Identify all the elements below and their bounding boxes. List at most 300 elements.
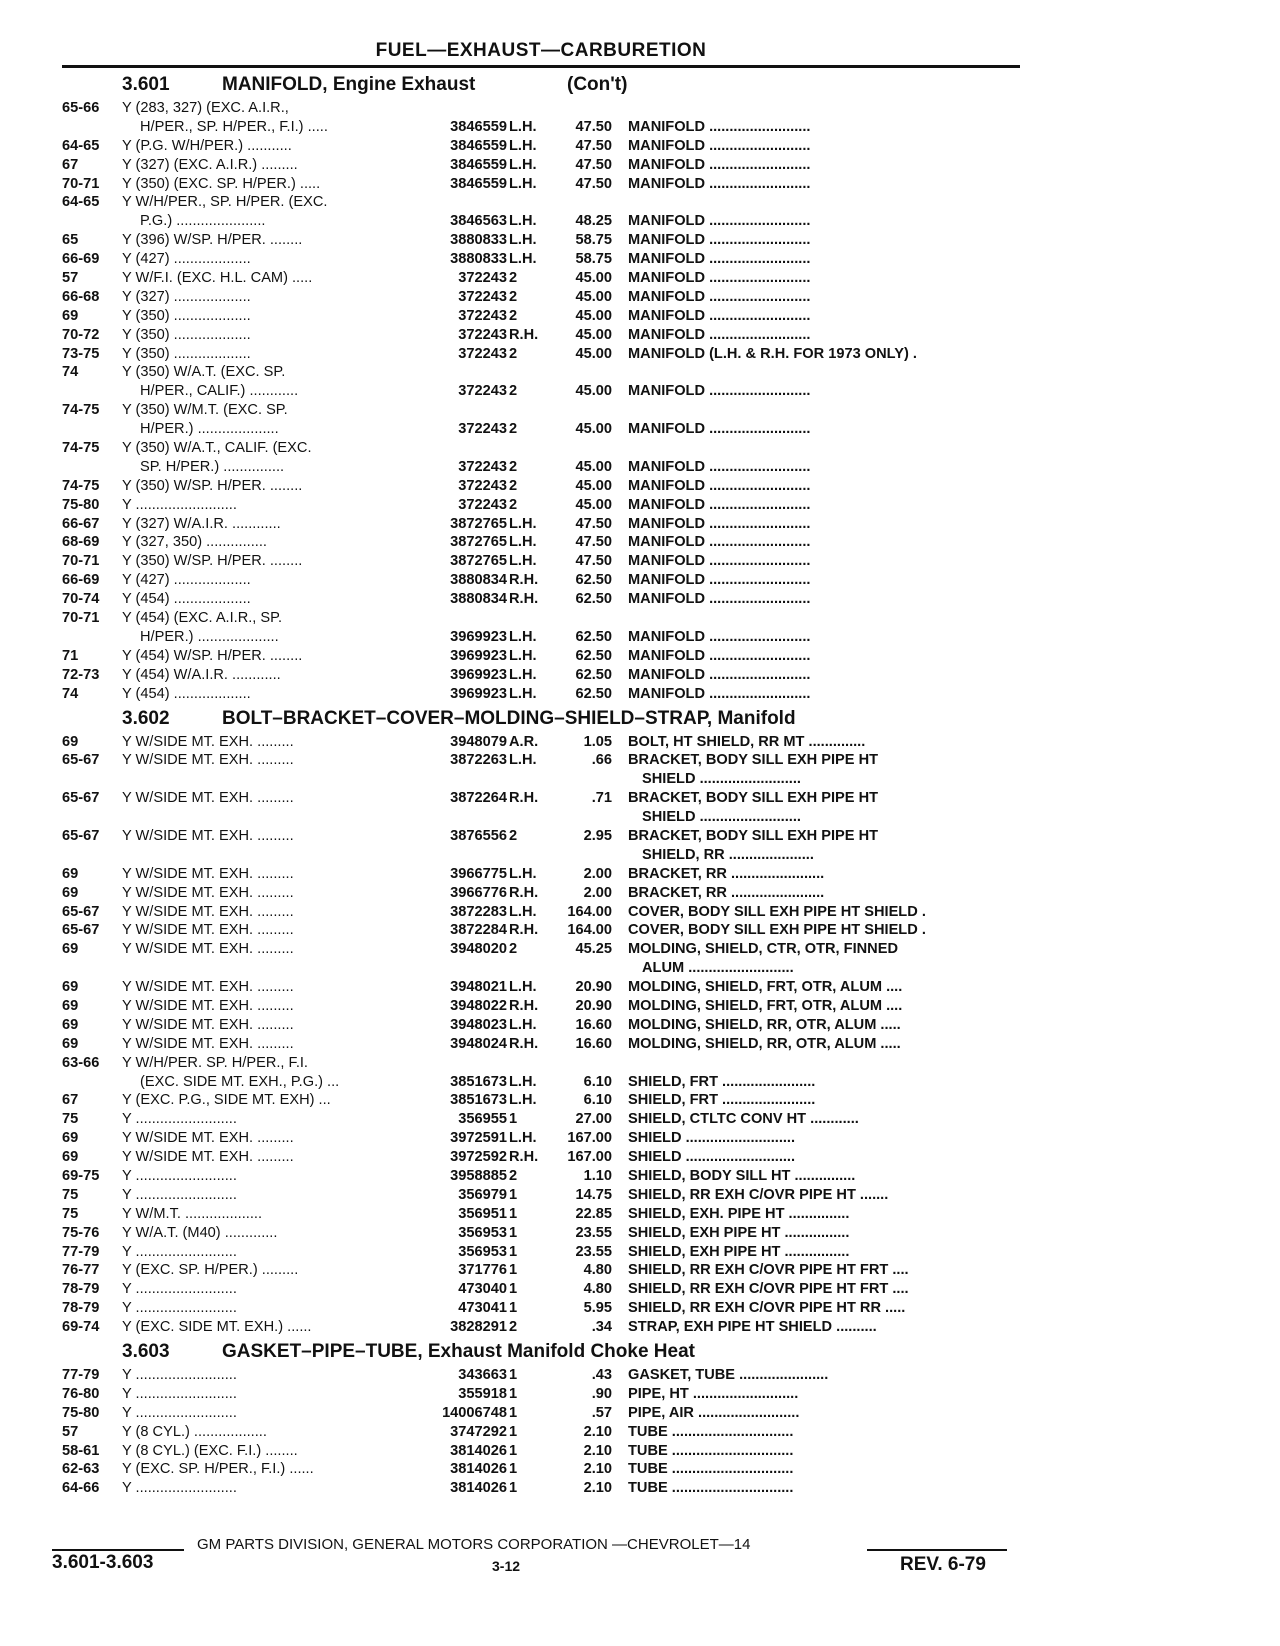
part-number-cell — [415, 1318, 535, 1337]
quantity-or-side: L.H. — [509, 903, 537, 920]
quantity-or-side: 1 — [509, 1205, 518, 1222]
model-years: 65 — [62, 232, 79, 249]
part-description: MANIFOLD ......................... — [628, 515, 811, 532]
application: Y (EXC. P.G., SIDE MT. EXH) ... — [122, 1092, 331, 1109]
part-number: 3948022 — [450, 997, 507, 1014]
part-number: 3872263 — [450, 752, 507, 769]
quantity-or-side: L.H. — [509, 685, 537, 702]
part-description: MOLDING, SHIELD, RR, OTR, ALUM ..... — [628, 1035, 901, 1052]
application: Y (454) (EXC. A.I.R., SP. — [122, 610, 283, 627]
parts-row — [62, 1054, 1020, 1073]
list-price: 5.95 — [583, 1300, 612, 1317]
part-number: 3851673 — [450, 1092, 507, 1109]
part-number-cell — [415, 1479, 535, 1498]
section-number: 3.603 — [122, 1341, 170, 1362]
parts-row — [62, 345, 1020, 364]
list-price: 58.75 — [575, 251, 612, 268]
quantity-or-side: L.H. — [509, 515, 537, 532]
application: Y (350) W/SP. H/PER. ........ — [122, 477, 303, 494]
section-title: BOLT–BRACKET–COVER–MOLDING–SHIELD–STRAP, Manifold — [222, 707, 796, 729]
page-footer — [52, 1536, 1032, 1596]
part-number: 14006748 — [442, 1404, 507, 1421]
list-price: 16.60 — [575, 1035, 612, 1052]
part-number-cell — [415, 1167, 535, 1186]
quantity-or-side: 2 — [509, 421, 518, 438]
application: Y ......................... — [122, 1186, 237, 1203]
list-price: 62.50 — [575, 685, 612, 702]
parts-row — [62, 959, 1020, 978]
model-years: 69-75 — [62, 1167, 100, 1184]
part-description: SHIELD, FRT ....................... — [628, 1092, 816, 1109]
application: Y (350) W/SP. H/PER. ........ — [122, 553, 303, 570]
part-description: MANIFOLD ......................... — [628, 591, 811, 608]
part-number: 355918 — [458, 1385, 507, 1402]
part-number-cell — [415, 552, 535, 571]
application: Y ......................... — [122, 1480, 237, 1497]
model-years: 74-75 — [62, 402, 100, 419]
model-years: 72-73 — [62, 666, 100, 683]
part-number-cell — [415, 1366, 535, 1385]
model-years: 69 — [62, 1149, 79, 1166]
part-number: 371776 — [458, 1262, 507, 1279]
model-years: 65-67 — [62, 827, 100, 844]
part-description: MANIFOLD ......................... — [628, 647, 811, 664]
list-price: 2.95 — [583, 827, 612, 844]
part-number-cell — [415, 865, 535, 884]
parts-row — [62, 363, 1020, 382]
part-number-cell — [415, 1299, 535, 1318]
footer-section-range: 3.601-3.603 — [52, 1552, 154, 1573]
part-number-cell — [415, 1186, 535, 1205]
quantity-or-side: A.R. — [509, 733, 539, 750]
parts-row — [62, 1385, 1020, 1404]
part-number: 372243 — [458, 288, 507, 305]
list-price: 16.60 — [575, 1016, 612, 1033]
parts-row — [62, 1016, 1020, 1035]
list-price: 1.10 — [583, 1167, 612, 1184]
parts-row — [62, 733, 1020, 752]
list-price: 167.00 — [567, 1130, 612, 1147]
parts-row — [62, 609, 1020, 628]
catalog-page — [62, 38, 1020, 1498]
application: Y W/F.I. (EXC. H.L. CAM) ..... — [122, 270, 313, 287]
part-number-cell — [415, 1035, 539, 1054]
part-number: 3966776 — [450, 884, 507, 901]
model-years: 78-79 — [62, 1300, 100, 1317]
application: Y ......................... — [122, 1404, 237, 1421]
parts-row — [62, 382, 1020, 401]
quantity-or-side: L.H. — [509, 118, 537, 135]
part-number-cell — [415, 1224, 535, 1243]
quantity-or-side: 1 — [509, 1480, 518, 1497]
part-description: SHIELD, EXH PIPE HT ................ — [628, 1243, 850, 1260]
footer-rule-right — [867, 1549, 1007, 1551]
part-number-cell — [415, 1423, 535, 1442]
quantity-or-side: R.H. — [509, 922, 539, 939]
part-number: 356979 — [458, 1186, 507, 1203]
list-price: 47.50 — [575, 175, 612, 192]
part-number-cell — [415, 250, 535, 269]
application: Y W/H/PER. SP. H/PER., F.I. — [122, 1054, 308, 1071]
list-price: 45.00 — [575, 307, 612, 324]
model-years: 63-66 — [62, 1054, 100, 1071]
parts-row — [62, 685, 1020, 704]
part-description: BRACKET, BODY SILL EXH PIPE HT — [628, 827, 879, 844]
application: Y (327, 350) ............... — [122, 534, 267, 551]
part-number-cell — [415, 137, 535, 156]
part-number: 3872765 — [450, 534, 507, 551]
parts-row — [62, 231, 1020, 250]
part-number-cell — [415, 307, 535, 326]
application: Y W/SIDE MT. EXH. ......... — [122, 752, 294, 769]
part-number-cell — [415, 666, 535, 685]
parts-row — [62, 997, 1020, 1016]
part-number: 372243 — [458, 307, 507, 324]
part-description: MOLDING, SHIELD, FRT, OTR, ALUM .... — [628, 979, 903, 996]
part-number: 3872283 — [450, 903, 507, 920]
quantity-or-side: R.H. — [509, 326, 539, 343]
parts-row — [62, 175, 1020, 194]
quantity-or-side: 2 — [509, 307, 518, 324]
part-number-cell — [415, 515, 535, 534]
part-description: MANIFOLD ......................... — [628, 458, 811, 475]
part-description: BOLT, HT SHIELD, RR MT .............. — [628, 733, 866, 750]
quantity-or-side: R.H. — [509, 997, 539, 1014]
part-description: SHIELD ........................... — [628, 1130, 796, 1147]
part-number: 372243 — [458, 345, 507, 362]
parts-row — [62, 1110, 1020, 1129]
quantity-or-side: 2 — [509, 270, 518, 287]
list-price: 6.10 — [583, 1092, 612, 1109]
part-number-cell — [415, 647, 535, 666]
parts-row — [62, 307, 1020, 326]
part-number-cell — [415, 477, 535, 496]
model-years: 74-75 — [62, 477, 100, 494]
part-number: 3969923 — [450, 685, 507, 702]
section-header — [62, 1337, 1020, 1366]
parts-row — [62, 477, 1020, 496]
part-number-cell — [415, 827, 535, 846]
parts-row — [62, 1186, 1020, 1205]
list-price: .34 — [591, 1319, 612, 1336]
part-number: 3948021 — [450, 979, 507, 996]
application: Y (454) W/SP. H/PER. ........ — [122, 647, 303, 664]
application: Y W/SIDE MT. EXH. ......... — [122, 903, 294, 920]
quantity-or-side: L.H. — [509, 979, 537, 996]
parts-row — [62, 978, 1020, 997]
part-description: SHIELD, EXH. PIPE HT ............... — [628, 1205, 850, 1222]
model-years: 75-80 — [62, 496, 100, 513]
part-number: 3880834 — [450, 591, 507, 608]
part-number-cell — [415, 118, 535, 137]
list-price: 164.00 — [567, 903, 612, 920]
parts-row — [62, 921, 1020, 940]
part-number-cell — [415, 1404, 535, 1423]
parts-row — [62, 751, 1020, 770]
application: Y ......................... — [122, 1385, 237, 1402]
part-number-cell — [415, 288, 535, 307]
part-description: MANIFOLD ......................... — [628, 118, 811, 135]
model-years: 69 — [62, 884, 79, 901]
quantity-or-side: R.H. — [509, 790, 539, 807]
list-price: 47.50 — [575, 118, 612, 135]
list-price: .57 — [591, 1404, 612, 1421]
list-price: 20.90 — [575, 997, 612, 1014]
application: Y ......................... — [122, 496, 237, 513]
list-price: 62.50 — [575, 572, 612, 589]
part-description: SHIELD ......................... — [642, 809, 801, 826]
part-description: MANIFOLD ......................... — [628, 251, 811, 268]
quantity-or-side: 2 — [509, 288, 518, 305]
quantity-or-side: 2 — [509, 1319, 518, 1336]
part-description: MANIFOLD (L.H. & R.H. FOR 1973 ONLY) . — [628, 345, 917, 362]
part-number: 356955 — [458, 1111, 507, 1128]
list-price: 14.75 — [575, 1186, 612, 1203]
quantity-or-side: L.H. — [509, 213, 537, 230]
quantity-or-side: L.H. — [509, 175, 537, 192]
model-years: 70-71 — [62, 553, 100, 570]
quantity-or-side: 1 — [509, 1367, 518, 1383]
part-number: 3948024 — [450, 1035, 507, 1052]
application: Y (P.G. W/H/PER.) ........... — [122, 137, 292, 154]
list-price: 47.50 — [575, 534, 612, 551]
parts-row — [62, 865, 1020, 884]
part-description: MOLDING, SHIELD, CTR, OTR, FINNED — [628, 941, 898, 958]
model-years: 70-74 — [62, 591, 100, 608]
quantity-or-side: 2 — [509, 827, 518, 844]
part-number: 3969923 — [450, 666, 507, 683]
part-description: SHIELD, CTLTC CONV HT ............ — [628, 1111, 859, 1128]
application: Y W/A.T. (M40) ............. — [122, 1224, 278, 1241]
model-years: 68-69 — [62, 534, 100, 551]
footer-revision: REV. 6-79 — [900, 1554, 986, 1575]
list-price: 45.00 — [575, 458, 612, 475]
part-description: MANIFOLD ......................... — [628, 288, 811, 305]
part-description: MANIFOLD ......................... — [628, 477, 811, 494]
parts-row — [62, 1366, 1020, 1385]
parts-row — [62, 590, 1020, 609]
part-number: 3846559 — [450, 156, 507, 173]
parts-row — [62, 1129, 1020, 1148]
quantity-or-side: 2 — [509, 345, 518, 362]
section-number: 3.601 — [122, 74, 170, 95]
parts-row — [62, 326, 1020, 345]
part-number-cell — [415, 420, 535, 439]
parts-row — [62, 1035, 1020, 1054]
application: Y W/SIDE MT. EXH. ......... — [122, 997, 294, 1014]
application: H/PER., CALIF.) ............ — [140, 383, 299, 400]
part-description: PIPE, HT .......................... — [628, 1385, 799, 1402]
part-number: 3851673 — [450, 1073, 507, 1090]
part-description: MANIFOLD ......................... — [628, 326, 811, 343]
model-years: 71 — [62, 647, 79, 664]
part-number-cell — [415, 590, 539, 609]
quantity-or-side: L.H. — [509, 1073, 537, 1090]
quantity-or-side: 2 — [509, 458, 518, 475]
part-number-cell — [415, 751, 535, 770]
part-description: MANIFOLD ......................... — [628, 553, 811, 570]
part-number: 3846559 — [450, 175, 507, 192]
application: Y (350) ................... — [122, 345, 251, 362]
part-number: 372243 — [458, 477, 507, 494]
model-years: 64-65 — [62, 194, 100, 211]
application: Y W/SIDE MT. EXH. ......... — [122, 790, 294, 807]
parts-row — [62, 884, 1020, 903]
part-number-cell — [415, 571, 539, 590]
part-number-cell — [415, 978, 535, 997]
application: Y ......................... — [122, 1281, 237, 1298]
part-description: STRAP, EXH PIPE HT SHIELD .......... — [628, 1319, 877, 1336]
part-number: 3846559 — [450, 118, 507, 135]
part-number: 473041 — [458, 1300, 507, 1317]
parts-row — [62, 156, 1020, 175]
application: Y (350) W/A.T. (EXC. SP. — [122, 364, 286, 381]
list-price: 45.00 — [575, 270, 612, 287]
part-description: MANIFOLD ......................... — [628, 421, 811, 438]
part-number-cell — [415, 903, 535, 922]
part-description: MOLDING, SHIELD, FRT, OTR, ALUM .... — [628, 997, 903, 1014]
list-price: 2.10 — [583, 1423, 612, 1440]
part-number-cell — [415, 1129, 535, 1148]
part-number: 3958885 — [450, 1167, 507, 1184]
parts-row — [62, 496, 1020, 515]
quantity-or-side: 1 — [509, 1404, 518, 1421]
list-price: 20.90 — [575, 979, 612, 996]
quantity-or-side: L.H. — [509, 1130, 537, 1147]
list-price: 62.50 — [575, 647, 612, 664]
application: Y (EXC. SIDE MT. EXH.) ...... — [122, 1319, 312, 1336]
application: Y W/M.T. ................... — [122, 1205, 263, 1222]
application: Y (427) ................... — [122, 572, 251, 589]
model-years: 69 — [62, 307, 79, 324]
application: Y W/SIDE MT. EXH. ......... — [122, 1149, 294, 1166]
application: Y (327) ................... — [122, 288, 251, 305]
part-number-cell — [415, 997, 539, 1016]
part-number-cell — [415, 628, 535, 647]
part-number: 3846559 — [450, 137, 507, 154]
list-price: 2.10 — [583, 1461, 612, 1478]
part-number: 473040 — [458, 1281, 507, 1298]
part-number-cell — [415, 1385, 535, 1404]
part-description: MANIFOLD ......................... — [628, 572, 811, 589]
part-number: 3814026 — [450, 1442, 507, 1459]
parts-row — [62, 1167, 1020, 1186]
part-description: GASKET, TUBE ...................... — [628, 1367, 829, 1383]
parts-row — [62, 515, 1020, 534]
parts-row — [62, 1073, 1020, 1092]
model-years: 76-77 — [62, 1262, 100, 1279]
application: SP. H/PER.) ............... — [140, 458, 285, 475]
section-continued: (Con't) — [567, 74, 628, 95]
part-number-cell — [415, 1280, 535, 1299]
model-years: 74-75 — [62, 440, 100, 457]
application: Y W/SIDE MT. EXH. ......... — [122, 979, 294, 996]
parts-row — [62, 770, 1020, 789]
parts-row — [62, 401, 1020, 420]
part-number-cell — [415, 1460, 535, 1479]
model-years: 65-67 — [62, 922, 100, 939]
list-price: 22.85 — [575, 1205, 612, 1222]
part-description: MANIFOLD ......................... — [628, 534, 811, 551]
parts-row — [62, 1243, 1020, 1262]
part-description: MANIFOLD ......................... — [628, 213, 811, 230]
part-number: 3872284 — [450, 922, 507, 939]
part-number-cell — [415, 921, 539, 940]
application: Y (427) ................... — [122, 251, 251, 268]
list-price: 45.00 — [575, 345, 612, 362]
part-number-cell — [415, 1091, 535, 1110]
part-number-cell — [415, 1442, 535, 1461]
part-number: 3948079 — [450, 733, 507, 750]
parts-row — [62, 789, 1020, 808]
model-years: 66-69 — [62, 251, 100, 268]
part-number-cell — [415, 685, 535, 704]
part-description: BRACKET, BODY SILL EXH PIPE HT — [628, 752, 879, 769]
parts-row — [62, 628, 1020, 647]
part-description: MANIFOLD ......................... — [628, 628, 811, 645]
part-number-cell — [415, 345, 535, 364]
model-years: 69 — [62, 979, 79, 996]
list-price: 167.00 — [567, 1149, 612, 1166]
parts-row — [62, 420, 1020, 439]
model-years: 69 — [62, 733, 79, 750]
part-description: ALUM .......................... — [642, 960, 794, 977]
application: P.G.) ...................... — [140, 213, 266, 230]
part-number-cell — [415, 1016, 535, 1035]
part-number: 343663 — [458, 1367, 507, 1383]
quantity-or-side: R.H. — [509, 572, 539, 589]
model-years: 66-69 — [62, 572, 100, 589]
part-number: 372243 — [458, 270, 507, 287]
model-years: 75 — [62, 1186, 79, 1203]
parts-row — [62, 1460, 1020, 1479]
list-price: 58.75 — [575, 232, 612, 249]
part-number: 372243 — [458, 496, 507, 513]
section-header — [62, 704, 1020, 733]
parts-row — [62, 137, 1020, 156]
part-description: SHIELD, FRT ....................... — [628, 1073, 816, 1090]
model-years: 69 — [62, 865, 79, 882]
application: Y (454) W/A.I.R. ............ — [122, 666, 281, 683]
application: Y (EXC. SP. H/PER., F.I.) ...... — [122, 1461, 314, 1478]
part-number-cell — [415, 458, 535, 477]
quantity-or-side: R.H. — [509, 1035, 539, 1052]
model-years: 70-71 — [62, 175, 100, 192]
part-description: SHIELD, EXH PIPE HT ................ — [628, 1224, 850, 1241]
quantity-or-side: R.H. — [509, 884, 539, 901]
list-price: 2.10 — [583, 1480, 612, 1497]
quantity-or-side: 2 — [509, 1167, 518, 1184]
list-price: .43 — [591, 1367, 612, 1383]
list-price: 62.50 — [575, 628, 612, 645]
application: Y (396) W/SP. H/PER. ........ — [122, 232, 303, 249]
part-number: 3969923 — [450, 647, 507, 664]
application: Y (350) ................... — [122, 307, 251, 324]
parts-row — [62, 1404, 1020, 1423]
parts-row — [62, 1423, 1020, 1442]
model-years: 64-65 — [62, 137, 100, 154]
part-description: TUBE .............................. — [628, 1423, 794, 1440]
section-number: 3.602 — [122, 707, 170, 729]
application: Y W/SIDE MT. EXH. ......... — [122, 1016, 294, 1033]
parts-row — [62, 1442, 1020, 1461]
quantity-or-side: 1 — [509, 1186, 518, 1203]
list-price: 48.25 — [575, 213, 612, 230]
section-title: GASKET–PIPE–TUBE, Exhaust Manifold Choke Heat — [222, 1341, 695, 1362]
part-description: SHIELD ........................... — [628, 1149, 796, 1166]
application: Y W/SIDE MT. EXH. ......... — [122, 941, 294, 958]
parts-row — [62, 1224, 1020, 1243]
